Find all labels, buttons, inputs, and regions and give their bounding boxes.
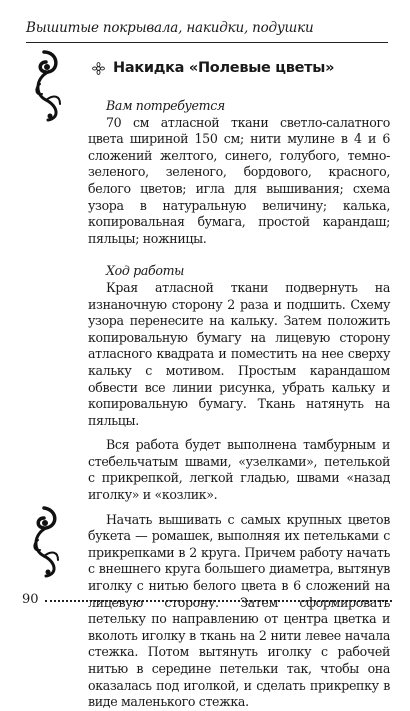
flower-icon bbox=[92, 62, 105, 75]
page-footer bbox=[22, 592, 392, 607]
scroll-ornament-icon bbox=[28, 504, 74, 580]
section-title-row bbox=[92, 60, 334, 76]
footer-dotted-rule bbox=[45, 600, 392, 602]
header-rule bbox=[26, 42, 388, 43]
procedure-heading: Ход работы bbox=[106, 263, 185, 279]
scroll-ornament-icon bbox=[30, 48, 76, 124]
procedure-paragraph: Начать вышивать с самых крупных цветов букета — ромашек, выполняя их петельками с прикрепками в 2 круга. Причем работу начать с внешнего круга большего диаметра, вытянув иголку с нитью белого цвета в 6 сложений на лицевую сторону. Затем сформировать петельку по направлению от центра цветка и вколоть иголку в ткань на 2 нити левее начала стежка. Потом вытянуть иголку с рабочей нитью в середине петельки так, чтобы она оказалась под иголкой, и сделать прикрепку в виде маленького стежка. bbox=[88, 511, 390, 710]
materials-text: 70 см атласной ткани светло-салатного цвета шириной 150 см; нити мулине в 4 и 6 сложений желтого, синего, голубого, темно-зеленого, зеленого, бордового, красного, белого цветов; игла для вышивания; схема узора в натуральную величину; калька, копировальная бумага, простой карандаш; пяльцы; ножницы. bbox=[88, 114, 390, 246]
running-header: Вышитые покрывала, накидки, подушки bbox=[26, 20, 314, 36]
materials-heading: Вам потребуется bbox=[106, 98, 225, 113]
page-number: 90 bbox=[22, 592, 39, 607]
procedure-paragraph: Вся работа будет выполнена тамбурным и стебельчатым швами, «узелками», петелькой с прикрепкой, легкой гладью, швами «назад иголку» и «козлик». bbox=[88, 437, 390, 503]
article-body bbox=[88, 98, 390, 711]
procedure-paragraph: Края атласной ткани подвернуть на изнаночную сторону 2 раза и подшить. Схему узора перенесите на кальку. Затем положить копировальную бумагу на лицевую сторону атласного квадрата и поместить на нее сверху кальку с мотивом. Простым карандашом обвести все линии рисунка, убрать кальку и копировальную бумагу. Ткань натянуть на пяльцы. bbox=[88, 279, 390, 428]
section-title: Накидка «Полевые цветы» bbox=[113, 60, 335, 76]
